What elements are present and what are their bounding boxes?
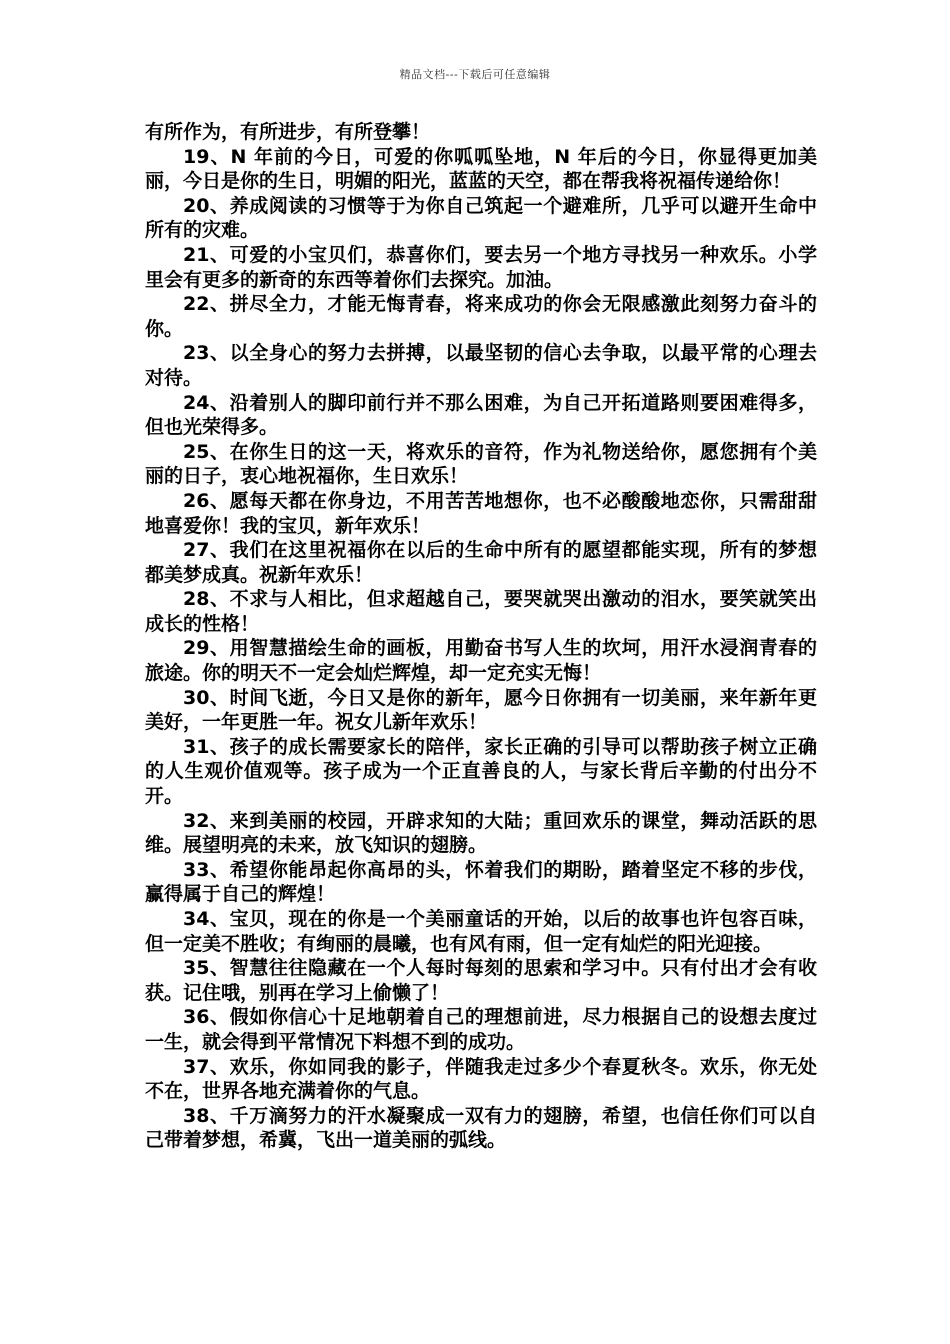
paragraph: 21、可爱的小宝贝们，恭喜你们，要去另一个地方寻找另一种欢乐。小学里会有更多的新奇的东西等着你们去探究。加油。 (145, 243, 817, 291)
paragraph: 29、用智慧描绘生命的画板，用勤奋书写人生的坎坷，用汗水浸润青春的旅途。你的明天不一定会灿烂辉煌，却一定充实无悔！ (145, 637, 817, 685)
paragraph: 36、假如你信心十足地朝着自己的理想前进，尽力根据自己的设想去度过一生，就会得到平常情况下料想不到的成功。 (145, 1006, 817, 1053)
paragraph: 25、在你生日的这一天，将欢乐的音符，作为礼物送给你，愿您拥有个美丽的日子，衷心地祝福你，生日欢乐！ (145, 440, 817, 488)
paragraph: 有所作为，有所进步，有所登攀！ (145, 121, 431, 143)
paragraph: 20、养成阅读的习惯等于为你自己筑起一个避难所，几乎可以避开生命中所有的灾难。 (145, 194, 817, 242)
paragraph: 31、孩子的成长需要家长的陪伴，家长正确的引导可以帮助孩子树立正确的人生观价值观等。孩子成为一个正直善良的人，与家长背后辛勤的付出分不开。 (145, 735, 817, 808)
paragraph: 34、宝贝，现在的你是一个美丽童话的开始，以后的故事也许包容百味，但一定美不胜收；有绚丽的晨曦，也有风有雨，但一定有灿烂的阳光迎接。 (145, 908, 817, 955)
document-body (145, 120, 817, 1153)
paragraph: 27、我们在这里祝福你在以后的生命中所有的愿望都能实现，所有的梦想都美梦成真。祝新年欢乐！ (145, 539, 817, 586)
paragraph: 28、不求与人相比，但求超越自己，要哭就哭出激动的泪水，要笑就笑出成长的性格！ (145, 588, 817, 635)
paragraph: 30、时间飞逝，今日又是你的新年，愿今日你拥有一切美丽，来年新年更美好，一年更胜一年。祝女儿新年欢乐！ (145, 686, 817, 734)
paragraph: 37、欢乐，你如同我的影子，伴随我走过多少个春夏秋冬。欢乐，你无处不在，世界各地充满着你的气息。 (145, 1055, 817, 1103)
paragraph: 38、千万滴努力的汗水凝聚成一双有力的翅膀，希望，也信任你们可以自己带着梦想，希冀，飞出一道美丽的弧线。 (145, 1104, 817, 1152)
paragraph: 32、来到美丽的校园，开辟求知的大陆；重回欢乐的课堂，舞动活跃的思维。展望明亮的未来，放飞知识的翅膀。 (145, 809, 817, 857)
paragraph: 26、愿每天都在你身边，不用苦苦地想你，也不必酸酸地恋你，只需甜甜地喜爱你！我的宝贝，新年欢乐！ (145, 489, 817, 537)
paragraph: 19、N 年前的今日，可爱的你呱呱坠地，N 年后的今日，你显得更加美丽，今日是你的生日，明媚的阳光，蓝蓝的天空，都在帮我将祝福传递给你！ (145, 145, 817, 193)
page-header: 精品文档---下载后可任意编辑 (399, 68, 551, 81)
paragraph: 22、拼尽全力，才能无悔青春，将来成功的你会无限感激此刻努力奋斗的你。 (145, 293, 817, 340)
paragraph: 23、以全身心的努力去拼搏，以最坚韧的信心去争取，以最平常的心理去对待。 (145, 342, 817, 389)
paragraph: 24、沿着别人的脚印前行并不那么困难，为自己开拓道路则要困难得多，但也光荣得多。 (145, 391, 817, 439)
paragraph: 35、智慧往往隐藏在一个人每时每刻的思索和学习中。只有付出才会有收获。记住哦，别再在学习上偷懒了！ (145, 957, 817, 1004)
paragraph: 33、希望你能昂起你高昂的头，怀着我们的期盼，踏着坚定不移的步伐，赢得属于自己的辉煌！ (145, 858, 817, 906)
